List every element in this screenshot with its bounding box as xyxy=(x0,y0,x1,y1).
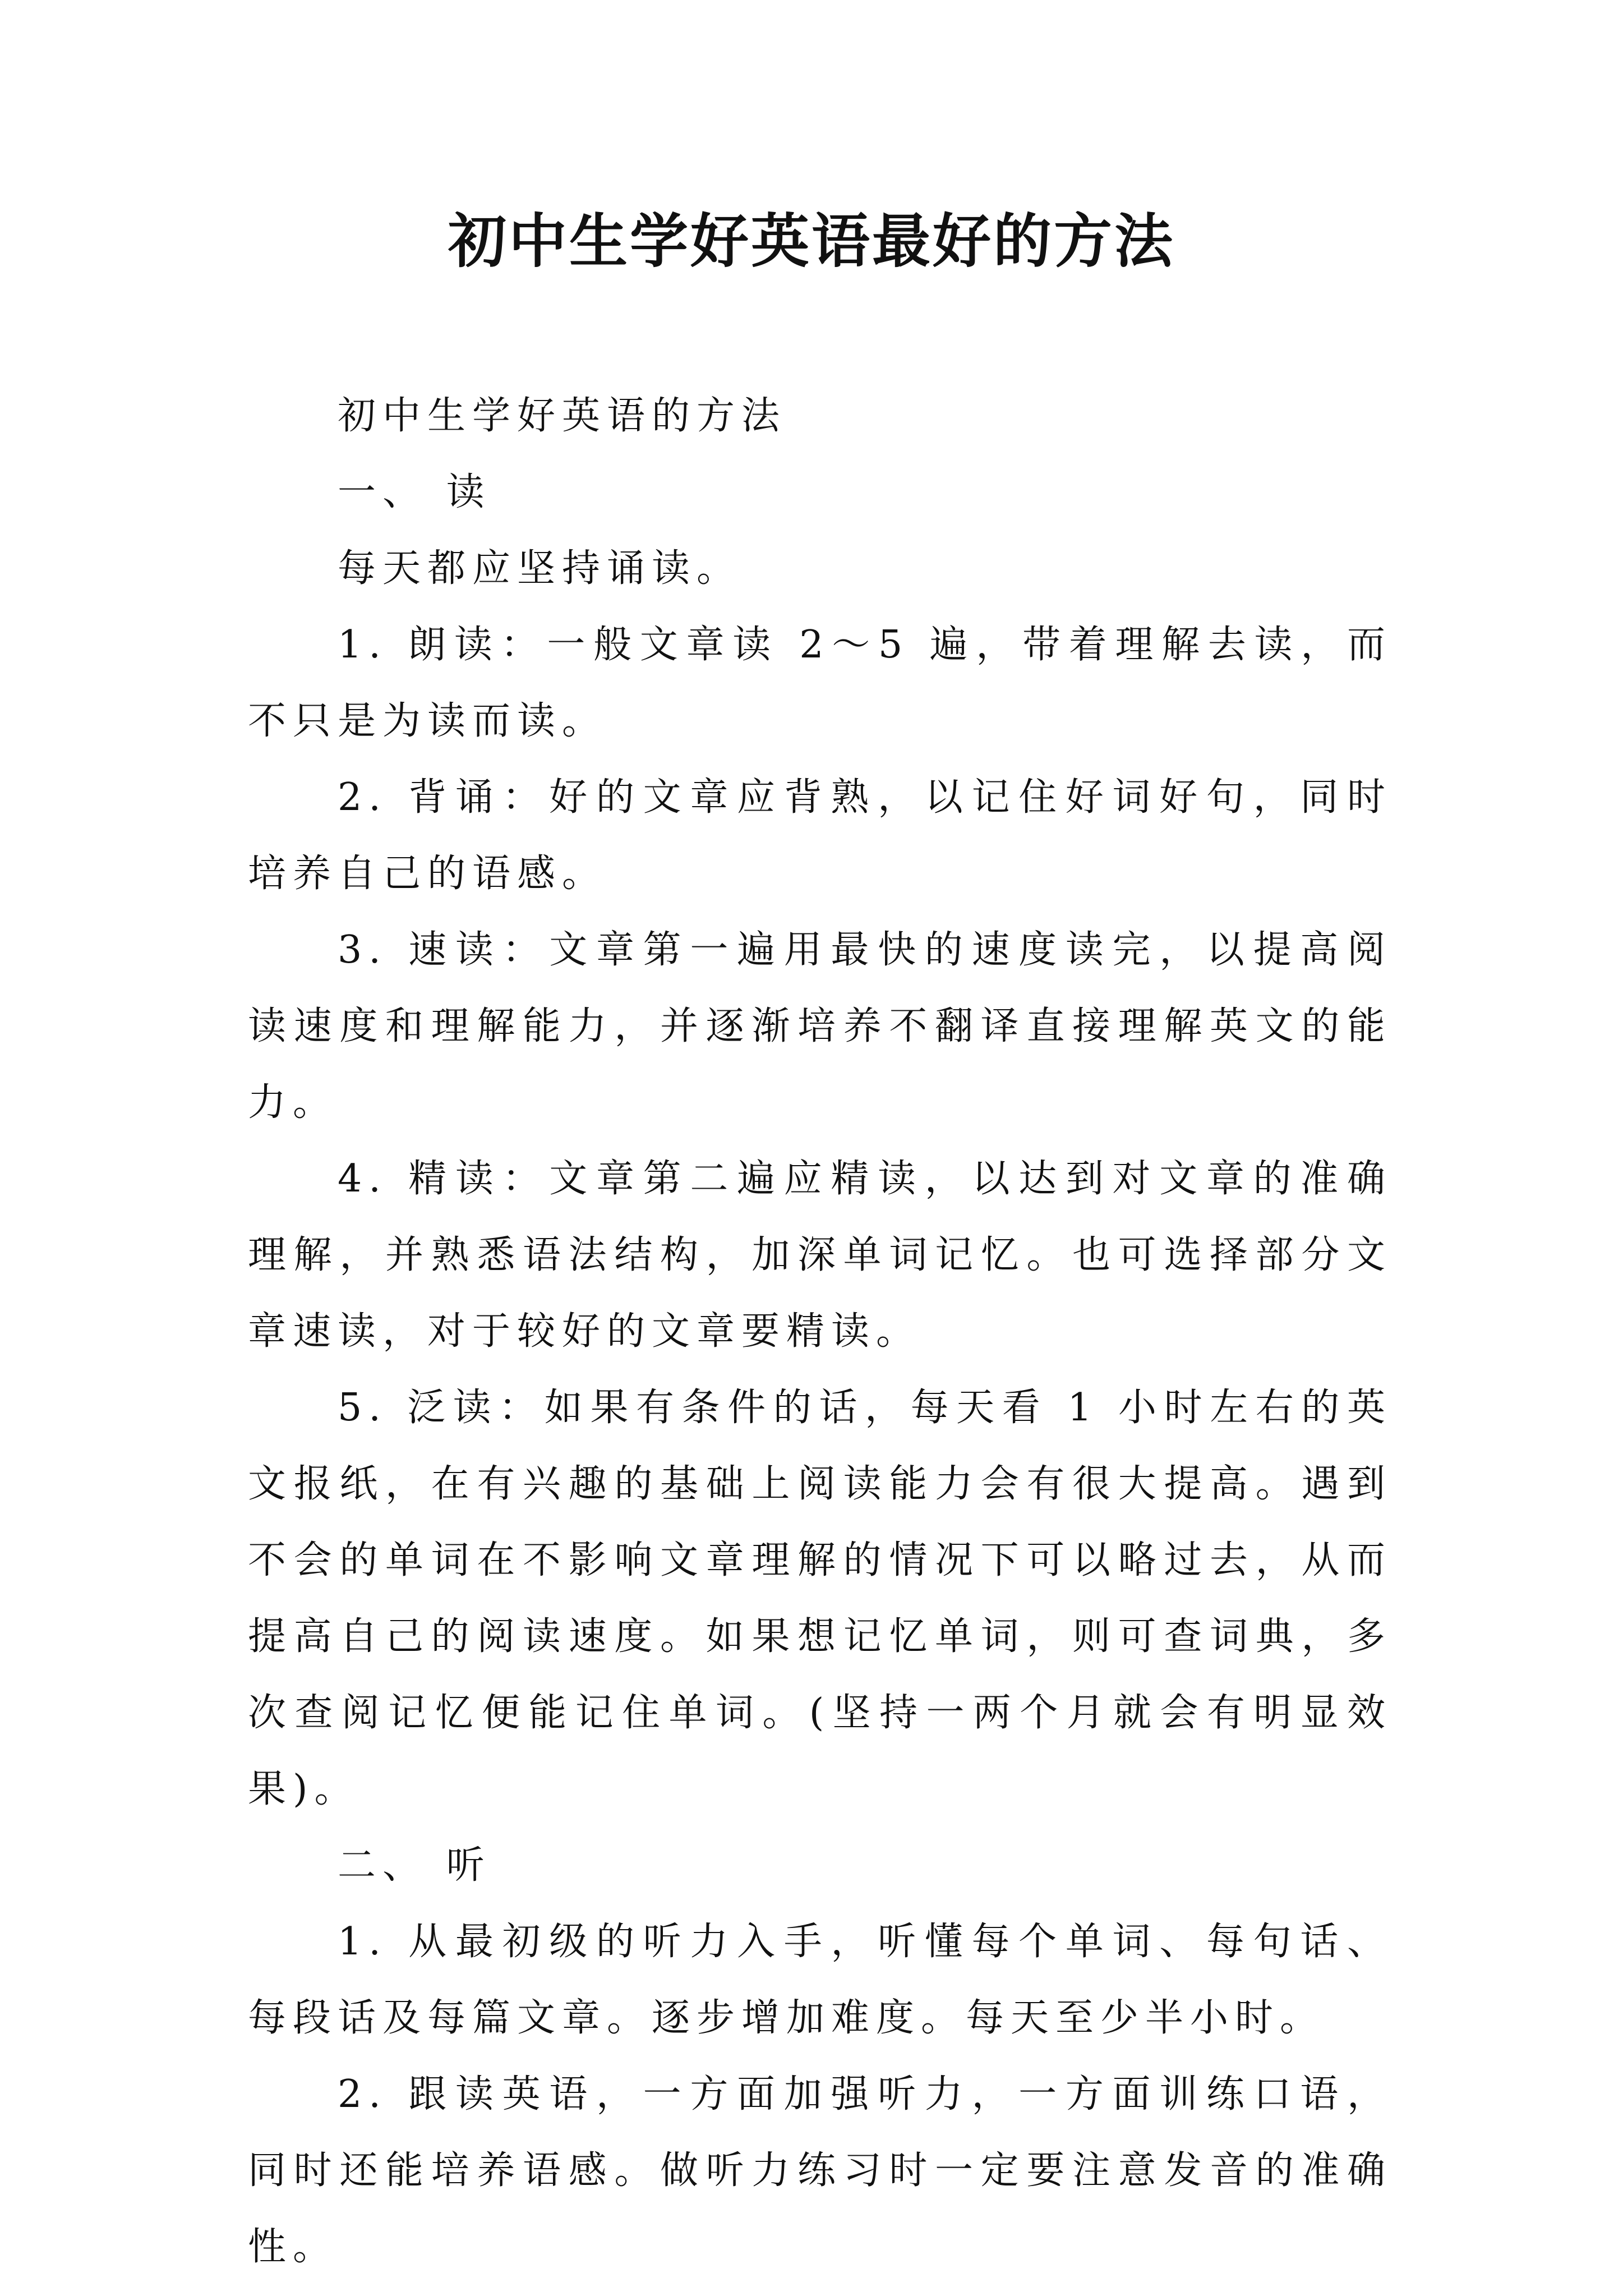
paragraph-recite: 2. 背诵：好的文章应背熟，以记住好词好句，同时培养自己的语感。 xyxy=(248,775,1392,896)
section-heading-listen: 二、 听 xyxy=(338,1843,491,1888)
subtitle-paragraph: 初中生学好英语的方法 xyxy=(338,394,787,438)
paragraph-shadow-reading: 2. 跟读英语，一方面加强听力，一方面训练口语，同时还能培养语感。做听力练习时一定要注意发音的准确性。 xyxy=(248,2072,1392,2269)
paragraph-listening-basics: 1. 从最初级的听力入手，听懂每个单词、每句话、每段话及每篇文章。逐步增加难度。每天至少半小时。 xyxy=(248,1920,1392,2040)
document-body xyxy=(248,378,1392,2285)
paragraph-speed-reading: 3. 速读：文章第一遍用最快的速度读完，以提高阅读速度和理解能力，并逐渐培养不翻译直接理解英文的能力。 xyxy=(248,928,1392,1125)
paragraph-read-aloud: 1. 朗读：一般文章读 2～5 遍，带着理解去读，而不只是为读而读。 xyxy=(248,623,1392,743)
paragraph-extensive-reading: 5. 泛读：如果有条件的话，每天看 1 小时左右的英文报纸，在有兴趣的基础上阅读能力会有很大提高。遇到不会的单词在不影响文章理解的情况下可以略过去，从而提高自己的阅读速度。如果想记忆单词，则可查词典，多次查阅记忆便能记住单词。(坚持一两个月就会有明显效果)。 xyxy=(248,1386,1392,1811)
document-title: 初中生学好英语最好的方法 xyxy=(448,206,1175,275)
paragraph-daily-reading: 每天都应坚持诵读。 xyxy=(338,546,742,591)
section-heading-read: 一、 读 xyxy=(338,470,491,514)
paragraph-intensive-reading: 4. 精读：文章第二遍应精读，以达到对文章的准确理解，并熟悉语法结构，加深单词记忆。也可选择部分文章速读，对于较好的文章要精读。 xyxy=(248,1157,1392,1354)
